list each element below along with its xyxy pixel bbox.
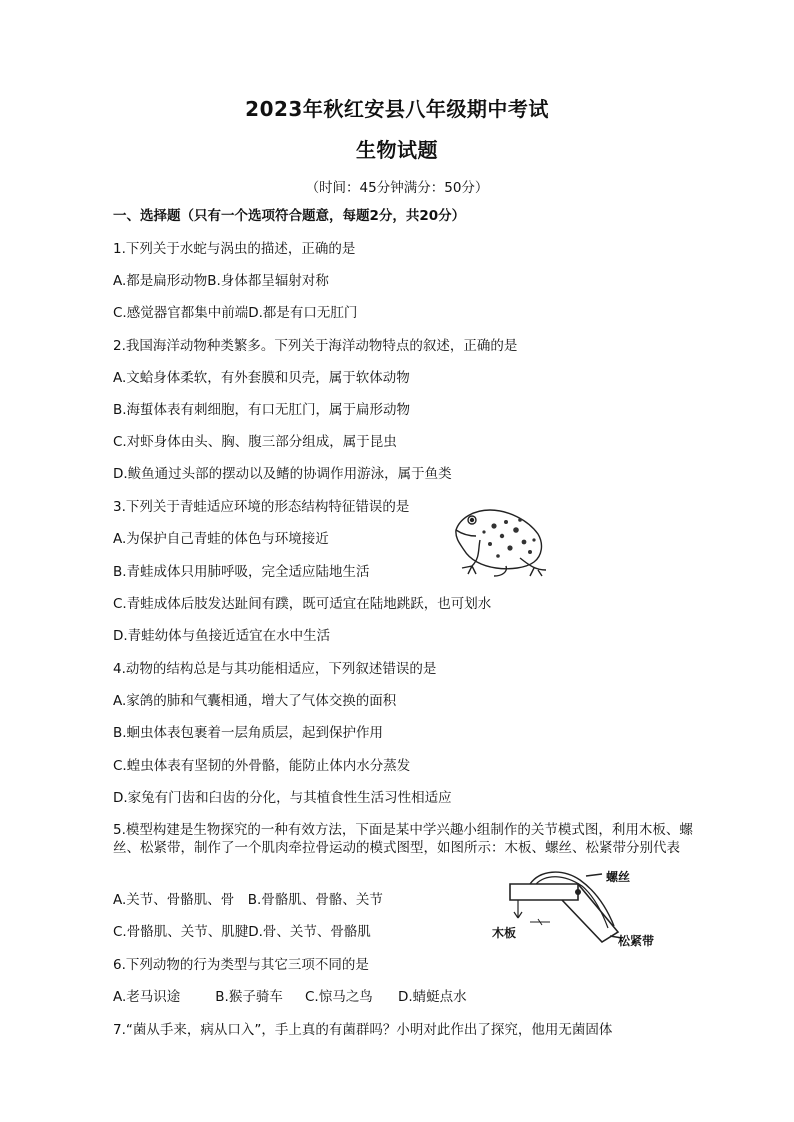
question-4-option: D.家兔有门齿和臼齿的分化，与其植食性生活习性相适应 bbox=[113, 790, 452, 806]
section-heading: 一、选择题（只有一个选项符合题意，每题2分，共20分） bbox=[113, 208, 466, 224]
question-6-options: A.老马识途 B.猴子骑车 bbox=[113, 988, 215, 1006]
question-7-stem: 7.“菌从手来，病从口入”，手上真的有菌群吗？小明对此作出了探究，他用无菌固体 bbox=[113, 1022, 613, 1038]
exam-info: （时间：45分钟满分：50分） bbox=[305, 180, 489, 196]
question-3-option: B.青蛙成体只用肺呼吸，完全适应陆地生活 bbox=[113, 564, 370, 580]
figure-label-band: 松紧带 bbox=[618, 934, 655, 948]
question-1-option-line: C.感觉器官都集中前端D.都是有口无肛门 bbox=[113, 305, 358, 321]
question-2-option: C.对虾身体由头、胸、腹三部分组成，属于昆虫 bbox=[113, 434, 397, 450]
question-3-option: C.青蛙成体后肢发达趾间有蹼，既可适宜在陆地跳跃，也可划水 bbox=[113, 596, 492, 612]
question-3-option: D.青蛙幼体与鱼接近适宜在水中生活 bbox=[113, 628, 331, 644]
figure-label-board: 木板 bbox=[492, 926, 517, 940]
question-2-option: D.鲅鱼通过头部的摆动以及鳍的协调作用游泳，属于鱼类 bbox=[113, 466, 452, 482]
question-6-stem: 6.下列动物的行为类型与其它三项不同的是 bbox=[113, 957, 369, 973]
figure-label-screw: 螺丝 bbox=[606, 870, 631, 884]
exam-title: 2023年秋红安县八年级期中考试 bbox=[245, 97, 549, 121]
question-3-option: A.为保护自己青蛙的体色与环境接近 bbox=[113, 531, 329, 547]
question-5-option-line: C.骨骼肌、关节、肌腱D.骨、关节、骨骼肌 bbox=[113, 924, 371, 940]
exam-subtitle: 生物试题 bbox=[356, 138, 438, 162]
question-5-option-line: A.关节、骨骼肌、骨 B.骨骼肌、骨骼、关节 bbox=[113, 892, 383, 908]
joint-model-figure bbox=[490, 866, 670, 950]
question-4-option: B.蛔虫体表包裹着一层角质层，起到保护作用 bbox=[113, 725, 384, 741]
question-5-stem: 5.模型构建是生物探究的一种有效方法，下面是某中学兴趣小组制作的关节模式图，利用木板、螺丝、松紧带，制作了一个肌肉牵拉骨运动的模式图型，如图所示：木板、螺丝、松紧带分别代表 bbox=[113, 822, 693, 856]
question-3-stem: 3.下列关于青蛙适应环境的形态结构特征错误的是 bbox=[113, 499, 410, 515]
frog-icon bbox=[450, 500, 550, 580]
question-4-stem: 4.动物的结构总是与其功能相适应，下列叙述错误的是 bbox=[113, 661, 437, 677]
question-4-option: C.蝗虫体表有坚韧的外骨骼，能防止体内水分蒸发 bbox=[113, 758, 411, 774]
question-1-option-line: A.都是扁形动物B.身体都呈辐射对称 bbox=[113, 273, 329, 289]
question-2-option: A.文蛤身体柔软，有外套膜和贝壳，属于软体动物 bbox=[113, 370, 410, 386]
question-2-stem: 2.我国海洋动物种类繁多。下列关于海洋动物特点的叙述，正确的是 bbox=[113, 338, 518, 354]
question-6-option-c: C.惊马之鸟 bbox=[305, 989, 373, 1005]
frog-figure bbox=[450, 500, 550, 580]
question-4-option: A.家鸽的肺和气囊相通，增大了气体交换的面积 bbox=[113, 693, 397, 709]
question-2-option: B.海蜇体表有刺细胞，有口无肛门，属于扁形动物 bbox=[113, 402, 411, 418]
question-6-option-a: A.老马识途 bbox=[113, 989, 181, 1005]
question-6-option-d: D.蜻蜓点水 bbox=[398, 989, 467, 1005]
question-1-stem: 1.下列关于水蛇与涡虫的描述，正确的是 bbox=[113, 241, 356, 257]
